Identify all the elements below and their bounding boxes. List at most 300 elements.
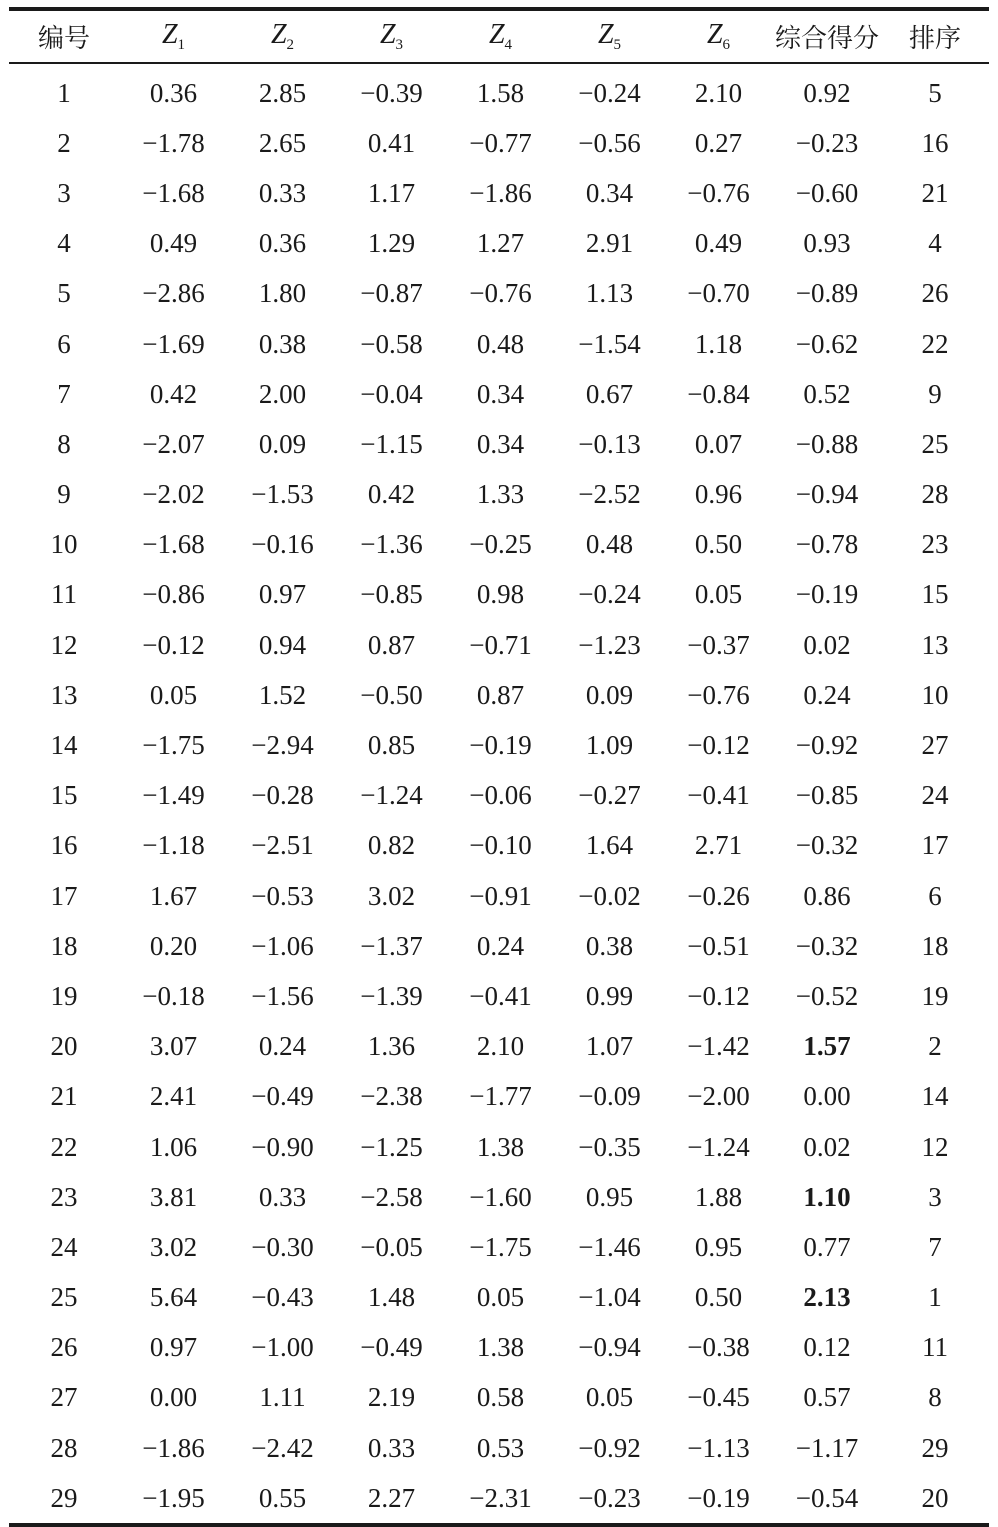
cell-z4: −0.25 [469,529,532,560]
cell-rank: 15 [921,579,949,610]
cell-score: −0.89 [795,278,859,309]
score-table [9,7,989,1527]
cell-z4: −0.06 [469,780,532,811]
table-row [9,1423,989,1473]
cell-id: 20 [50,1031,78,1062]
header-row [9,11,989,62]
header-rank: 排序 [908,24,961,54]
cell-z5: −0.35 [578,1131,641,1162]
table-row [9,64,989,118]
cell-id: 5 [57,278,71,309]
table-row [9,921,989,971]
cell-z5: −0.13 [578,428,641,459]
table-row [9,1122,989,1172]
table-row [9,1222,989,1272]
cell-z4: 1.27 [476,228,525,259]
cell-z1: 0.97 [149,1332,198,1363]
header-z-subscript: 1 [177,37,186,53]
cell-z5: −1.23 [578,629,641,660]
cell-rank: 18 [921,930,949,961]
table-row [9,720,989,770]
cell-rank: 9 [928,378,942,409]
cell-z3: 1.29 [367,228,416,259]
cell-rank: 10 [921,679,949,710]
cell-z4: 1.38 [476,1332,525,1363]
cell-z3: 2.19 [367,1382,416,1413]
header-z2 [228,11,337,62]
cell-rank: 25 [921,428,949,459]
cell-z4: −1.77 [469,1081,532,1112]
header-z1 [119,11,228,62]
cell-z6: −2.00 [687,1081,750,1112]
header-z4 [446,11,555,62]
header-z-symbol: Z [706,19,723,50]
cell-score: −0.19 [795,579,859,610]
header-z-symbol: Z [488,19,505,50]
table-row [9,520,989,570]
cell-z4: 0.53 [476,1432,525,1463]
cell-z5: 0.38 [585,930,634,961]
cell-score: −0.88 [795,428,859,459]
cell-z1: −2.02 [142,479,205,510]
cell-rank: 27 [921,730,949,761]
cell-z2: −0.43 [251,1282,314,1313]
cell-z5: 1.64 [585,830,634,861]
cell-score: 0.77 [803,1231,851,1262]
cell-z4: −0.76 [469,278,532,309]
cell-id: 10 [50,529,78,560]
cell-z6: 1.18 [694,328,743,359]
cell-rank: 24 [921,780,949,811]
table-row [9,319,989,369]
header-z-subscript: 5 [613,37,622,53]
table-row [9,1273,989,1323]
cell-id: 17 [50,880,78,911]
cell-id: 8 [57,428,71,459]
cell-score: 0.86 [803,880,851,911]
cell-z6: −1.13 [687,1432,750,1463]
cell-z6: −0.19 [687,1482,750,1513]
cell-z4: −0.10 [469,830,532,861]
cell-z2: 2.00 [258,378,307,409]
cell-z2: −0.30 [251,1231,314,1262]
cell-z2: 0.94 [258,629,307,660]
cell-score: −0.60 [795,177,859,208]
cell-z4: 0.48 [476,328,525,359]
cell-z6: −0.12 [687,980,750,1011]
cell-z1: −1.68 [142,529,205,560]
cell-z6: 0.49 [694,228,743,259]
cell-score: −0.52 [795,980,859,1011]
cell-z1: 0.42 [149,378,198,409]
cell-z6: −1.42 [687,1031,750,1062]
cell-z3: 0.87 [367,629,416,660]
table-row [9,1022,989,1072]
header-z-subscript: 6 [722,37,731,53]
cell-z3: 0.42 [367,479,416,510]
cell-z1: −1.95 [142,1482,205,1513]
cell-score: −0.78 [795,529,859,560]
cell-z5: 0.09 [585,679,634,710]
cell-rank: 19 [921,980,949,1011]
cell-z4: 1.38 [476,1131,525,1162]
cell-score: 1.10 [803,1181,851,1212]
data-table [9,11,989,62]
cell-z2: −0.90 [251,1131,314,1162]
cell-z5: 1.07 [585,1031,634,1062]
cell-id: 3 [57,177,71,208]
cell-z4: 1.58 [476,77,525,108]
table-row [9,1172,989,1222]
cell-rank: 16 [921,127,949,158]
header-z-symbol: Z [597,19,614,50]
cell-id: 15 [50,780,78,811]
cell-score: 0.57 [803,1382,851,1413]
cell-z1: 0.05 [149,679,198,710]
cell-z4: 2.10 [476,1031,525,1062]
header-z3 [337,11,446,62]
cell-id: 9 [57,479,71,510]
data-table-body [9,64,989,1523]
cell-z2: −2.51 [251,830,314,861]
cell-z5: 0.99 [585,980,634,1011]
cell-id: 19 [50,980,78,1011]
table-row [9,369,989,419]
cell-id: 1 [57,77,71,108]
cell-score: −0.85 [795,780,859,811]
cell-rank: 3 [928,1181,942,1212]
table-row [9,871,989,921]
cell-z6: 0.07 [694,428,743,459]
cell-id: 11 [51,579,77,610]
cell-score: 2.13 [803,1282,851,1313]
cell-z4: −0.19 [469,730,532,761]
cell-id: 29 [50,1482,78,1513]
header-score: 综合得分 [774,24,879,54]
cell-z3: 0.85 [367,730,416,761]
cell-z6: −0.51 [687,930,750,961]
cell-rank: 29 [921,1432,949,1463]
cell-rank: 26 [921,278,949,309]
cell-z5: −0.09 [578,1081,641,1112]
cell-score: −0.94 [795,479,859,510]
cell-z3: −0.58 [360,328,423,359]
cell-z1: −0.18 [142,980,205,1011]
cell-z1: −1.78 [142,127,205,158]
cell-z3: −0.49 [360,1332,423,1363]
cell-id: 28 [50,1432,78,1463]
cell-score: 0.00 [803,1081,851,1112]
cell-z5: 0.67 [585,378,634,409]
cell-z5: 1.09 [585,730,634,761]
cell-score: −0.92 [795,730,859,761]
cell-z6: −0.41 [687,780,750,811]
cell-score: −1.17 [795,1432,859,1463]
cell-z2: 0.36 [258,228,307,259]
table-row [9,1072,989,1122]
cell-rank: 22 [921,328,949,359]
cell-z3: −0.50 [360,679,423,710]
cell-z4: 0.34 [476,428,525,459]
cell-z3: −0.05 [360,1231,423,1262]
cell-z3: −0.39 [360,77,423,108]
cell-z6: −0.76 [687,177,750,208]
table-row [9,419,989,469]
cell-z1: 5.64 [149,1282,198,1313]
cell-z4: −1.86 [469,177,532,208]
cell-rank: 5 [928,77,942,108]
cell-z1: −2.86 [142,278,205,309]
cell-z2: −0.28 [251,780,314,811]
cell-rank: 2 [928,1031,942,1062]
header-id: 编号 [37,24,90,54]
cell-z3: −2.38 [360,1081,423,1112]
cell-id: 23 [50,1181,78,1212]
cell-score: 0.24 [803,679,851,710]
cell-z4: 0.05 [476,1282,525,1313]
cell-z1: 1.06 [149,1131,198,1162]
cell-z5: 0.05 [585,1382,634,1413]
cell-z3: −1.39 [360,980,423,1011]
cell-z6: 0.27 [694,127,743,158]
table-row [9,821,989,871]
cell-z2: −2.42 [251,1432,314,1463]
cell-z1: 2.41 [149,1081,198,1112]
table-header [9,11,989,62]
cell-z1: −1.69 [142,328,205,359]
cell-z2: 0.38 [258,328,307,359]
cell-rank: 17 [921,830,949,861]
cell-z5: 0.95 [585,1181,634,1212]
header-z-symbol: Z [379,19,396,50]
cell-z2: −0.49 [251,1081,314,1112]
cell-z5: 1.13 [585,278,634,309]
cell-z1: 3.07 [149,1031,198,1062]
cell-z6: 2.10 [694,77,743,108]
cell-z3: 3.02 [367,880,416,911]
bottom-rule [9,1523,989,1527]
cell-z6: 2.71 [694,830,743,861]
cell-rank: 23 [921,529,949,560]
cell-score: 0.93 [803,228,851,259]
cell-z1: 3.81 [149,1181,198,1212]
cell-id: 27 [50,1382,78,1413]
cell-z3: −0.04 [360,378,423,409]
table-row [9,269,989,319]
table-row [9,1473,989,1523]
cell-z2: 1.80 [258,278,307,309]
cell-z6: −0.12 [687,730,750,761]
cell-z2: 0.97 [258,579,307,610]
cell-z5: −0.24 [578,77,641,108]
cell-z3: −0.85 [360,579,423,610]
cell-z6: 0.50 [694,1282,743,1313]
header-z-symbol: Z [161,19,178,50]
cell-rank: 11 [922,1332,948,1363]
cell-z1: 3.02 [149,1231,198,1262]
cell-z2: −2.94 [251,730,314,761]
table-row [9,670,989,720]
table-row [9,168,989,218]
cell-rank: 6 [928,880,942,911]
cell-z5: −0.56 [578,127,641,158]
cell-z2: −1.53 [251,479,314,510]
cell-id: 18 [50,930,78,961]
cell-z1: −1.86 [142,1432,205,1463]
cell-id: 6 [57,328,71,359]
cell-z5: −0.94 [578,1332,641,1363]
cell-z3: −0.87 [360,278,423,309]
header-z-subscript: 2 [286,37,295,53]
cell-z5: 2.91 [585,228,634,259]
cell-score: 0.02 [803,629,851,660]
cell-z3: −1.24 [360,780,423,811]
cell-z4: 0.24 [476,930,525,961]
cell-z1: −1.68 [142,177,205,208]
cell-z5: −2.52 [578,479,641,510]
cell-id: 4 [57,228,71,259]
cell-z2: 0.33 [258,177,307,208]
table-row [9,620,989,670]
cell-z1: −1.18 [142,830,205,861]
cell-z4: −0.71 [469,629,532,660]
cell-z6: −0.37 [687,629,750,660]
cell-z4: −0.77 [469,127,532,158]
cell-z3: −1.15 [360,428,423,459]
cell-z6: 0.96 [694,479,743,510]
cell-z2: −1.00 [251,1332,314,1363]
cell-z2: 0.33 [258,1181,307,1212]
table-row [9,1373,989,1423]
cell-z5: −1.04 [578,1282,641,1313]
cell-score: 0.02 [803,1131,851,1162]
cell-rank: 28 [921,479,949,510]
cell-z3: 1.36 [367,1031,416,1062]
cell-z6: 0.95 [694,1231,743,1262]
cell-z4: 0.34 [476,378,525,409]
cell-z3: −2.58 [360,1181,423,1212]
cell-z2: −0.16 [251,529,314,560]
cell-z1: −0.86 [142,579,205,610]
cell-z3: 0.82 [367,830,416,861]
cell-score: −0.23 [795,127,859,158]
header-z-symbol: Z [270,19,287,50]
cell-z3: 2.27 [367,1482,416,1513]
cell-z2: 1.11 [259,1382,306,1413]
cell-z5: −0.02 [578,880,641,911]
cell-z1: 0.00 [149,1382,198,1413]
cell-z3: −1.37 [360,930,423,961]
cell-z6: −0.70 [687,278,750,309]
cell-z2: 1.52 [258,679,307,710]
cell-z5: −0.92 [578,1432,641,1463]
cell-z5: −0.23 [578,1482,641,1513]
header-z-subscript: 4 [504,37,513,53]
cell-z5: −1.54 [578,328,641,359]
table-row [9,570,989,620]
cell-z1: 0.20 [149,930,198,961]
cell-rank: 1 [928,1282,942,1313]
cell-z4: 0.98 [476,579,525,610]
table-row [9,219,989,269]
cell-id: 16 [50,830,78,861]
cell-z4: 1.33 [476,479,525,510]
cell-z4: −0.91 [469,880,532,911]
cell-z4: −0.41 [469,980,532,1011]
cell-z5: −0.24 [578,579,641,610]
cell-z1: 0.49 [149,228,198,259]
cell-rank: 14 [921,1081,949,1112]
cell-score: −0.32 [795,830,859,861]
header-z6 [664,11,773,62]
cell-rank: 12 [921,1131,949,1162]
cell-z3: −1.36 [360,529,423,560]
cell-z2: 2.85 [258,77,307,108]
cell-id: 7 [57,378,71,409]
cell-score: 0.92 [803,77,851,108]
cell-z1: −2.07 [142,428,205,459]
table-row [9,1323,989,1373]
cell-id: 21 [50,1081,78,1112]
cell-id: 13 [50,679,78,710]
table-body [9,64,989,1523]
cell-id: 25 [50,1282,78,1313]
cell-z2: −1.56 [251,980,314,1011]
cell-z4: 0.58 [476,1382,525,1413]
cell-z3: 0.41 [367,127,416,158]
cell-z1: 0.36 [149,77,198,108]
cell-z3: 1.17 [367,177,416,208]
cell-z1: −1.75 [142,730,205,761]
cell-z2: −0.53 [251,880,314,911]
cell-z4: 0.87 [476,679,525,710]
cell-id: 14 [50,730,78,761]
cell-z2: 0.09 [258,428,307,459]
cell-z1: −0.12 [142,629,205,660]
cell-score: −0.54 [795,1482,859,1513]
cell-z6: 0.05 [694,579,743,610]
cell-rank: 4 [928,228,942,259]
cell-id: 22 [50,1131,78,1162]
cell-z4: −1.60 [469,1181,532,1212]
cell-z3: 1.48 [367,1282,416,1313]
cell-z1: 1.67 [149,880,198,911]
cell-z3: 0.33 [367,1432,416,1463]
cell-score: 0.52 [803,378,851,409]
cell-z3: −1.25 [360,1131,423,1162]
table-row [9,971,989,1021]
cell-z2: −1.06 [251,930,314,961]
cell-z5: 0.34 [585,177,634,208]
cell-z6: −0.26 [687,880,750,911]
cell-rank: 21 [921,177,949,208]
cell-z6: 0.50 [694,529,743,560]
cell-rank: 7 [928,1231,942,1262]
cell-z6: 1.88 [694,1181,743,1212]
cell-z2: 0.24 [258,1031,307,1062]
cell-rank: 13 [921,629,949,660]
cell-z5: −0.27 [578,780,641,811]
cell-z6: −0.45 [687,1382,750,1413]
cell-id: 2 [57,127,71,158]
table-row [9,118,989,168]
cell-score: −0.32 [795,930,859,961]
cell-id: 26 [50,1332,78,1363]
cell-score: 0.12 [803,1332,851,1363]
table-row [9,470,989,520]
cell-z1: −1.49 [142,780,205,811]
cell-z6: −1.24 [687,1131,750,1162]
